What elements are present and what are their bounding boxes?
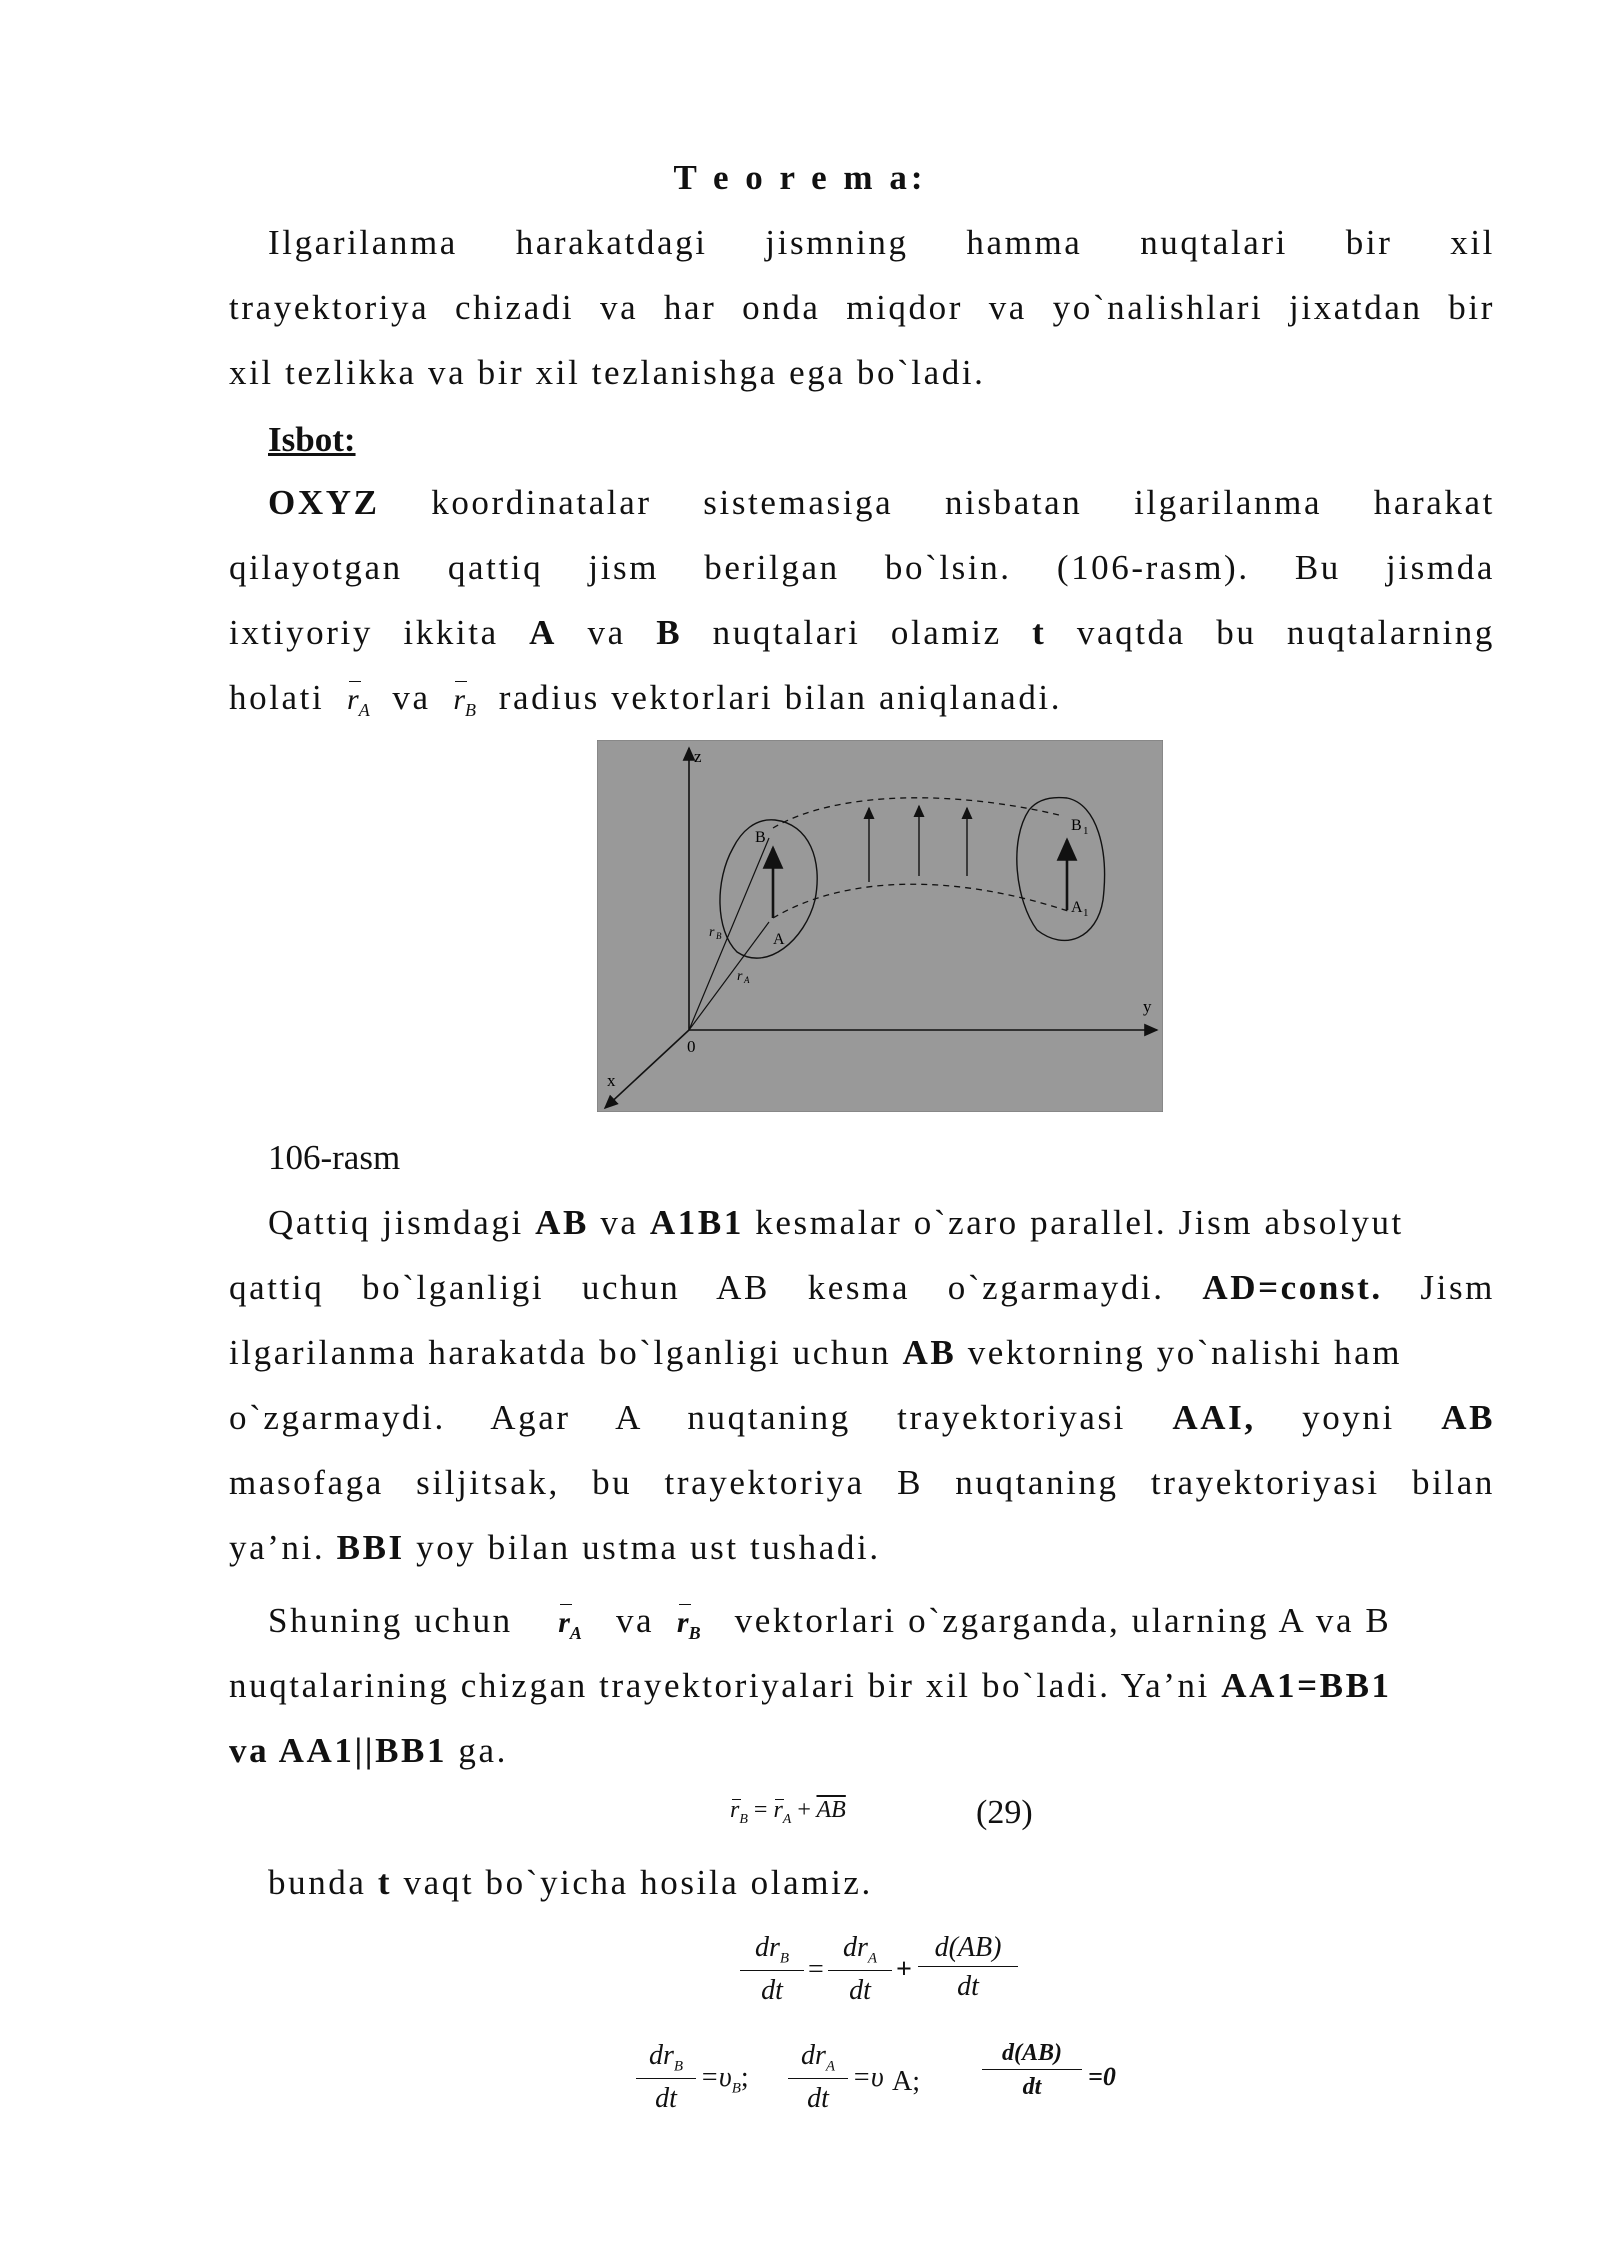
z-axis-label: z (694, 747, 702, 766)
para3-line-1: Shuning uchun $r_A$ va $r_B$ vektorlari o`zgarganda, ularning A va B (268, 1600, 1495, 1654)
origin-label: 0 (687, 1037, 696, 1056)
text-run: va (587, 613, 626, 652)
point-B1-label: B (1071, 817, 1082, 834)
vector-rB: $r_B$ (453, 683, 477, 720)
word: harakat (1373, 483, 1495, 522)
word: koordinatalar (431, 483, 652, 522)
word: bir (1345, 223, 1393, 262)
text-run: va (392, 678, 431, 717)
text-run: radius vektorlari bilan aniqlanadi. (498, 678, 1063, 717)
word: Bu (1294, 548, 1341, 587)
theorem-title: T e o r e m a: (673, 158, 927, 197)
figure-106-diagram (597, 740, 1163, 1112)
x-axis-label: x (607, 1071, 616, 1090)
para1-line-2 (229, 547, 1495, 589)
para1-line-4 (229, 677, 1495, 731)
text-run: holati (229, 678, 325, 717)
para2-line-3: ilgarilanma harakatda bo`lganligi uchun AB vektorning yo`nalishi ham (229, 1333, 1403, 1372)
point-b-label: B (656, 613, 683, 652)
para2-line-6: ya’ni. BBI yoy bilan ustma ust tushadi. (229, 1528, 881, 1567)
text-run: nuqtalari olamiz (712, 613, 1002, 652)
figure-background (597, 740, 1163, 1112)
para3-line-2: nuqtalarining chizgan trayektoriyalari bir xil bo`ladi. Ya’ni AA1=BB1 (229, 1666, 1392, 1705)
rA-label-subscript: A (744, 975, 750, 985)
word: hamma (966, 223, 1083, 262)
para3-line-3: va AA1||BB1 ga. (229, 1731, 509, 1770)
point-A1-subscript: 1 (1083, 907, 1089, 919)
vector-rB-bold: $r_B$ (676, 1606, 701, 1643)
theorem-line-3: xil tezlikka va bir xil tezlanishga ega bo`ladi. (229, 353, 986, 392)
word: nisbatan (944, 483, 1083, 522)
rB-label-subscript: B (716, 931, 722, 941)
point-B-label: B (755, 829, 766, 846)
word: qilayotgan (229, 548, 403, 587)
para4-line: bunda t vaqt bo`yicha hosila olamiz. (268, 1863, 873, 1902)
word: harakatdagi (515, 223, 708, 262)
rA-label: r (737, 969, 743, 984)
para1-line-1 (268, 482, 1495, 524)
word: Ilgarilanma (268, 223, 458, 262)
vector-rA: $r_A$ (347, 683, 370, 720)
point-B1-subscript: 1 (1083, 825, 1089, 837)
velocity-equations: $dr_B$ dt $=\upsilon_B$; $dr_A$ dt =υ A; $\frac{d(AB)}{dt}$ =0 (636, 2040, 1136, 2130)
para1-line-3 (229, 612, 1495, 654)
text-run: ixtiyoriy ikkita (229, 613, 499, 652)
word: jism (588, 548, 660, 587)
para2-line-4: o`zgarmaydi. Agar A nuqtaning trayektoriyasi AAI, yoyni AB (229, 1398, 1496, 1437)
text-run: vaqtda bu nuqtalarning (1076, 613, 1495, 652)
point-A-label: A (773, 931, 785, 948)
theorem-line-1 (268, 222, 1495, 264)
coordinate-system-label: OXYZ (268, 483, 380, 522)
document-page: T e o r e m a: Ilgarilanma harakatdagi jismning hamma nuqtalari bir xil trayektoriya chizadi va har onda miqdor va yo`nalishlari jixatdan bir xil tezlikka va bir xil tezlanishga ega bo`ladi. Isbot: OXYZ koordinatalar sistemasiga nisbatan ilgarilanma harakat qilayotgan qattiq jism berilgan bo`lsin. (106-rasm). Bu jismda ixtiyoriy ikkita A va B nuqtalari olamiz t vaqtda bu nuqtalarning holati $r_A$ va $r_B$ radius vektorlari bilan aniqlanadi. z y x 0 B A B 1 A 1 r B r A 106-rasm Qattiq jismdagi AB va A1B1 kesmalar o`zaro parallel. Jism absolyut qattiq bo`lganligi uchun AB kesma o`zgarmaydi. AD=const. Jism ilgarilanma harakatda bo`lganligi uchun AB vektorning yo`nalishi ham o`zgarmaydi. Agar A nuqtaning trayektoriyasi AAI, yoyni AB masofaga siljitsak, bu trayektoriya B nuqtaning trayektoriyasi bilan ya’ni. BBI yoy bilan ustma ust tushadi. Shuning uchun $r_A$ va $r_B$ vektorlari o`zgarganda, ularning A va B nuqtalarining chizgan trayektoriyalari bir xil bo`ladi. Ya’ni AA1=BB1 va AA1||BB1 ga. $r_B$ = $r_A + \overline{AB}$ (29) bunda t vaqt bo`yicha hosila olamiz. $dr_B$ dt = $dr_A$ dt + $\frac{d(AB)}{dt}$ $dr_B$ dt $=\upsilon_B$; $dr_A$ dt =υ A; $\frac{d(AB)}{dt}$ =0 (0, 0, 1600, 2262)
point-a-label: A (529, 613, 558, 652)
word: jismda (1386, 548, 1495, 587)
para2-line-2: qattiq bo`lganligi uchun AB kesma o`zgarmaydi. AD=const. Jism (229, 1268, 1496, 1307)
para2-line-5: masofaga siljitsak, bu trayektoriya B nuqtaning trayektoriyasi bilan (229, 1463, 1495, 1502)
para2-line-1: Qattiq jismdagi AB va A1B1 kesmalar o`zaro parallel. Jism absolyut (268, 1203, 1404, 1242)
word: jismning (765, 223, 909, 262)
word: berilgan (704, 548, 840, 587)
proof-heading: Isbot: (268, 420, 356, 459)
time-symbol: t (1032, 613, 1047, 652)
word: xil (1450, 223, 1495, 262)
point-A1-label: A (1071, 899, 1083, 916)
figure-caption: 106-rasm (268, 1138, 401, 1177)
word: qattiq (447, 548, 544, 587)
rB-label: r (709, 925, 715, 940)
word: nuqtalari (1140, 223, 1288, 262)
y-axis-label: y (1143, 997, 1152, 1016)
word: sistemasiga (703, 483, 894, 522)
equation-29: $r_B$ = $r_A + \overline{AB}$ (730, 1797, 846, 1827)
theorem-line-2: trayektoriya chizadi va har onda miqdor va yo`nalishlari jixatdan bir (229, 288, 1495, 327)
vector-rA-bold: $r_A$ (558, 1606, 582, 1643)
equation-number: (29) (976, 1794, 1033, 1831)
word: ilgarilanma (1134, 483, 1323, 522)
word: bo`lsin. (884, 548, 1012, 587)
word: (106-rasm). (1056, 548, 1250, 587)
